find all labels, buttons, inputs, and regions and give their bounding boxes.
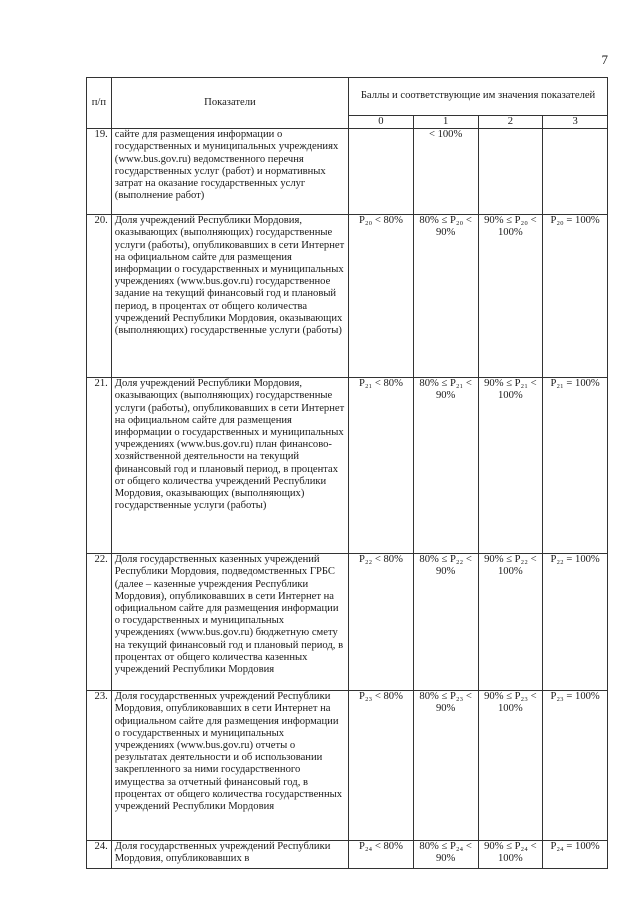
page-number: 7 [601,52,608,67]
table-row [87,554,608,691]
score-1: 80% ≤ P₂₄ < 90% [413,841,478,869]
score-1: 80% ≤ P₂₀ < 90% [413,215,478,378]
table-row [87,378,608,554]
score-0: P₂₄ < 80% [349,841,414,869]
indicators-table [86,77,608,869]
indicator-text: сайте для размещения информации о государственных и муниципальных учреждениях (www.bus.gov.ru) ведомственного перечня государственных услуг (работ) и нормативных затрат на оказание государственных услуг (выполнение работ) [111,129,348,215]
score-3 [543,129,608,215]
score-0: P₂₃ < 80% [349,691,414,841]
score-1: < 100% [413,129,478,215]
score-1: 80% ≤ P₂₁ < 90% [413,378,478,554]
score-0: P₂₁ < 80% [349,378,414,554]
score-2: 90% ≤ P₂₂ < 100% [478,554,543,691]
score-2: 90% ≤ P₂₁ < 100% [478,378,543,554]
row-number: 22. [87,554,112,691]
header-num: п/п [87,78,112,129]
score-3: P₂₃ = 100% [543,691,608,841]
score-2 [478,129,543,215]
table-row [87,691,608,841]
score-col-1: 1 [413,116,478,129]
table-row [87,841,608,869]
score-3: P₂₄ = 100% [543,841,608,869]
indicator-text: Доля учреждений Республики Мордовия, оказывающих (выполняющих) государственные услуги (работы), опубликовавших в сети Интернет на официальном сайте для размещения информации о государственных и муниципальных учреждениях (www.bus.gov.ru) план финансово-хозяйственной деятельности на текущий финансовый год и плановый период, в процентах от общего количества учреждений Республики Мордовия, оказывающих (выполняющих) государственные услуги (работы) [111,378,348,554]
score-col-3: 3 [543,116,608,129]
header-indicator: Показатели [111,78,348,129]
table-row [87,215,608,378]
indicator-text: Доля учреждений Республики Мордовия, оказывающих (выполняющих) государственные услуги (работы), опубликовавших в сети Интернет на официальном сайте для размещения информации о государственных и муниципальных учреждениях (www.bus.gov.ru) государственное задание на текущий финансовый год и плановый период, в процентах от общего количества учреждений Республики Мордовия, оказывающих (выполняющих) государственные услуги (работы) [111,215,348,378]
indicator-text: Доля государственных казенных учреждений Республики Мордовия, подведомственных ГРБС (далее – казенные учреждения Республики Мордовия), опубликовавших в сети Интернет на официальном сайте для размещения информации о государственных и муниципальных учреждениях (www.bus.gov.ru) бюджетную смету на текущий финансовый год и плановый период, в процентах от общего количества казенных учреждений Республики Мордовия [111,554,348,691]
indicator-text: Доля государственных учреждений Республики Мордовия, опубликовавших в сети Интернет на официальном сайте для размещения информации о государственных и муниципальных учреждениях (www.bus.gov.ru) отчеты о результатах деятельности и об использовании закрепленного за ними государственного имущества за отчетный финансовый год, в процентах от общего количества государственных учреждений Республики Мордовия [111,691,348,841]
score-2: 90% ≤ P₂₃ < 100% [478,691,543,841]
header-row [87,78,608,116]
score-0 [349,129,414,215]
score-3: P₂₂ = 100% [543,554,608,691]
row-number: 24. [87,841,112,869]
score-3: P₂₁ = 100% [543,378,608,554]
row-number: 21. [87,378,112,554]
score-2: 90% ≤ P₂₄ < 100% [478,841,543,869]
score-2: 90% ≤ P₂₀ < 100% [478,215,543,378]
row-number: 20. [87,215,112,378]
row-number: 23. [87,691,112,841]
table-row [87,129,608,215]
header-scores: Баллы и соответствующие им значения показателей [349,78,608,116]
score-col-0: 0 [349,116,414,129]
score-1: 80% ≤ P₂₃ < 90% [413,691,478,841]
score-col-2: 2 [478,116,543,129]
score-0: P₂₂ < 80% [349,554,414,691]
indicator-text: Доля государственных учреждений Республики Мордовия, опубликовавших в [111,841,348,869]
score-3: P₂₀ = 100% [543,215,608,378]
score-0: P₂₀ < 80% [349,215,414,378]
score-1: 80% ≤ P₂₂ < 90% [413,554,478,691]
row-number: 19. [87,129,112,215]
